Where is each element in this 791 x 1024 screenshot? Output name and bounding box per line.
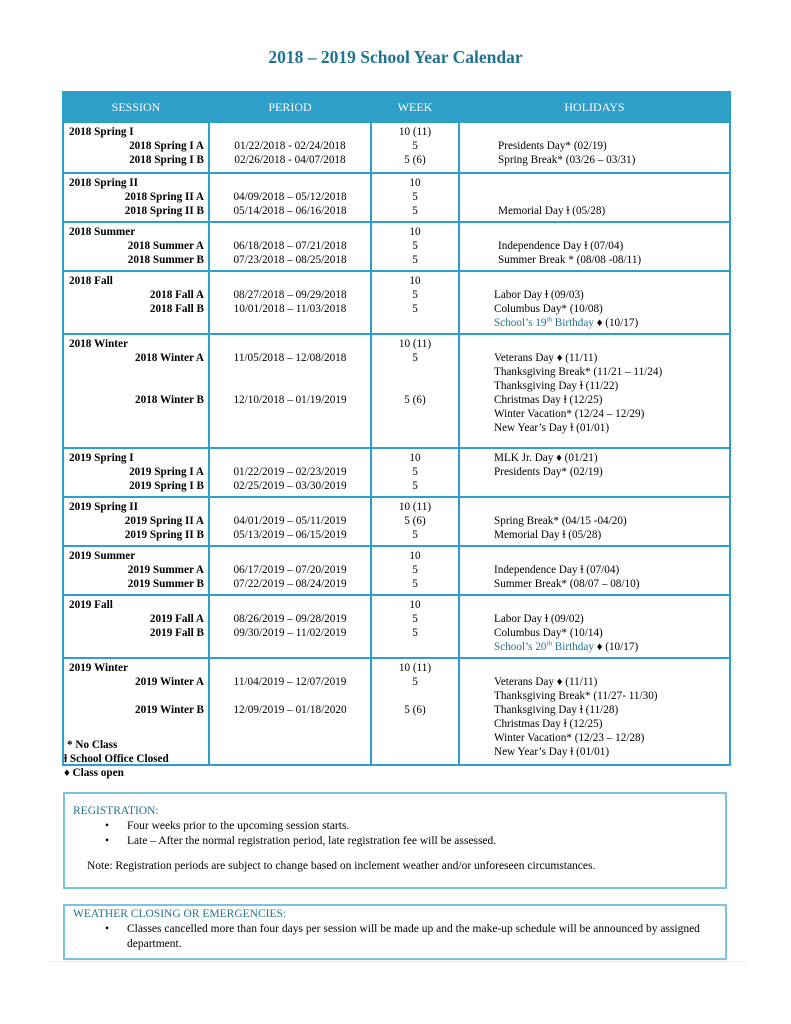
weather-box: [63, 904, 727, 960]
period-value: 04/09/2018 – 05/12/2018: [233, 191, 347, 203]
period-value: 05/13/2019 – 06/15/2019: [233, 529, 347, 541]
table-row: [63, 222, 730, 271]
week-cell: [371, 122, 459, 173]
period-cell: [209, 173, 371, 222]
period-cell: [209, 497, 371, 546]
week-value: 10 (11): [398, 501, 432, 513]
session-cell: [63, 334, 209, 448]
session-part: 2019 Spring II A: [124, 515, 204, 527]
list-item-text: Late – After the normal registration period, late registration fee will be assessed.: [127, 835, 497, 847]
week-value: 5 (6): [404, 394, 426, 406]
period-value: 01/22/2018 - 02/24/2018: [234, 140, 346, 152]
holiday-item: Thanksgiving Break* (11/21 – 11/24): [494, 366, 663, 378]
spacer: [64, 379, 208, 393]
week-value: 10: [409, 452, 421, 464]
session-part: 2019 Spring II B: [124, 529, 204, 541]
week-value: 5: [412, 529, 418, 541]
holiday-item: Columbus Day* (10/14): [494, 627, 603, 639]
holiday-item: Presidents Day* (02/19): [498, 140, 607, 152]
period-cell: [209, 271, 371, 334]
birthday-text: Birthday: [551, 317, 594, 329]
week-value: 10: [409, 550, 421, 562]
spacer: [372, 379, 458, 393]
table-row: [63, 173, 730, 222]
holiday-item: Memorial Day ⱡ (05/28): [494, 529, 602, 541]
week-cell: [371, 448, 459, 497]
holidays-cell: [459, 334, 730, 448]
session-part: 2018 Fall A: [149, 289, 204, 301]
holiday-item: Independence Day ⱡ (07/04): [498, 240, 624, 252]
period-value: 10/01/2018 – 11/03/2018: [233, 303, 347, 315]
session-cell: [63, 546, 209, 595]
week-value: 5: [412, 578, 418, 590]
period-value: [210, 451, 370, 465]
period-value: [210, 500, 370, 514]
holiday-item: Spring Break* (04/15 -04/20): [494, 515, 627, 527]
week-value: 5: [412, 240, 418, 252]
list-item-text: Four weeks prior to the upcoming session starts.: [127, 820, 350, 832]
header-holidays: HOLIDAYS: [459, 92, 730, 122]
session-part: 2018 Spring II A: [124, 191, 204, 203]
period-value: 04/01/2019 – 05/11/2019: [233, 515, 347, 527]
registration-box: [63, 792, 727, 889]
holiday-item: Presidents Day* (02/19): [494, 466, 603, 478]
session-cell: [63, 595, 209, 658]
bullet-icon: •: [105, 820, 110, 832]
spacer: [64, 689, 208, 703]
legend-office-closed: ⱡ School Office Closed: [64, 753, 169, 765]
holiday-item: [460, 190, 729, 204]
session-part: 2019 Summer B: [127, 578, 204, 590]
list-item: [65, 922, 725, 952]
week-value: 10 (11): [398, 126, 432, 138]
week-value: 5: [412, 564, 418, 576]
period-cell: [209, 546, 371, 595]
holidays-cell: [459, 222, 730, 271]
period-value: 05/14/2018 – 06/16/2018: [233, 205, 347, 217]
holiday-item: [460, 661, 729, 675]
period-value: 11/04/2019 – 12/07/2019: [233, 676, 347, 688]
week-value: 5: [412, 352, 418, 364]
spacer: [64, 365, 208, 379]
legend-no-class: * No Class: [67, 739, 118, 751]
birthday-item: [460, 640, 729, 654]
holidays-cell: [459, 658, 730, 765]
holiday-item: Independence Day ⱡ (07/04): [494, 564, 620, 576]
period-value: [210, 176, 370, 190]
period-cell: [209, 448, 371, 497]
calendar-table: [62, 91, 731, 766]
holiday-item: Veterans Day ♦ (11/11): [494, 676, 598, 688]
period-value: 11/05/2018 – 12/08/2018: [233, 352, 347, 364]
holiday-item: New Year’s Day ⱡ (01/01): [494, 422, 610, 434]
table-row: [63, 122, 730, 173]
holiday-item: Thanksgiving Day ⱡ (11/22): [494, 380, 619, 392]
holiday-item: [460, 549, 729, 563]
period-cell: [209, 122, 371, 173]
holidays-cell: [459, 173, 730, 222]
week-value: 10: [409, 599, 421, 611]
period-value: 08/27/2018 – 09/29/2018: [233, 289, 347, 301]
week-value: 5: [412, 627, 418, 639]
period-cell: [209, 222, 371, 271]
header-period: PERIOD: [209, 92, 371, 122]
header-session: SESSION: [63, 92, 209, 122]
list-item: [65, 819, 725, 834]
table-row: [63, 334, 730, 448]
holiday-item: Labor Day ⱡ (09/02): [494, 613, 584, 625]
ordinal-suffix: th: [546, 315, 552, 324]
holiday-item: Labor Day ⱡ (09/03): [494, 289, 584, 301]
week-value: 10: [409, 226, 421, 238]
birthday-text: School’s 19: [494, 317, 547, 329]
period-value: [210, 125, 370, 139]
session-part: 2019 Summer A: [127, 564, 204, 576]
session-part: 2018 Spring I A: [129, 140, 204, 152]
week-value: 5: [412, 613, 418, 625]
holiday-item: Christmas Day ⱡ (12/25): [494, 718, 603, 730]
session-cell: [63, 448, 209, 497]
session-cell: [63, 497, 209, 546]
session-part: 2018 Spring II B: [124, 205, 204, 217]
session-name: 2019 Winter: [69, 662, 128, 674]
weather-list: [65, 922, 725, 952]
period-value: 02/25/2019 – 03/30/2019: [233, 480, 347, 492]
week-value: 5: [412, 289, 418, 301]
registration-note: Note: Registration periods are subject to change based on inclement weather and/or unforeseen circumstances.: [87, 860, 596, 872]
period-value: 07/22/2019 – 08/24/2019: [233, 578, 347, 590]
holiday-item: [460, 479, 729, 493]
holiday-item: Winter Vacation* (12/23 – 12/28): [494, 732, 645, 744]
week-cell: [371, 271, 459, 334]
week-cell: [371, 334, 459, 448]
session-part: 2019 Spring I B: [129, 480, 204, 492]
spacer: [210, 379, 370, 393]
session-name: 2018 Summer: [69, 226, 136, 238]
week-value: 5: [412, 254, 418, 266]
week-cell: [371, 546, 459, 595]
session-part: 2018 Spring I B: [129, 154, 204, 166]
period-cell: [209, 658, 371, 765]
holiday-item: Thanksgiving Break* (11/27- 11/30): [494, 690, 658, 702]
week-value: 10 (11): [398, 662, 432, 674]
week-value: 10 (11): [398, 338, 432, 350]
holidays-cell: [459, 271, 730, 334]
holiday-item: New Year’s Day ⱡ (01/01): [494, 746, 610, 758]
holiday-item: MLK Jr. Day ♦ (01/21): [494, 452, 598, 464]
period-value: [210, 274, 370, 288]
period-value: 12/10/2018 – 01/19/2019: [233, 394, 347, 406]
session-part: 2019 Winter A: [135, 676, 204, 688]
period-cell: [209, 595, 371, 658]
holidays-cell: [459, 546, 730, 595]
table-row: [63, 546, 730, 595]
session-part: 2019 Fall A: [149, 613, 204, 625]
week-cell: [371, 222, 459, 271]
week-cell: [371, 497, 459, 546]
holidays-cell: [459, 497, 730, 546]
birthday-text: School’s 20: [494, 641, 547, 653]
period-value: 12/09/2019 – 01/18/2020: [233, 704, 347, 716]
session-part: 2019 Fall B: [149, 627, 204, 639]
period-value: [210, 549, 370, 563]
session-cell: [63, 122, 209, 173]
holiday-item: [460, 125, 729, 139]
period-value: 07/23/2018 – 08/25/2018: [233, 254, 347, 266]
week-value: 5: [412, 303, 418, 315]
session-part: 2019 Winter B: [135, 704, 204, 716]
spacer: [372, 689, 458, 703]
session-name: 2018 Winter: [69, 338, 128, 350]
week-cell: [371, 658, 459, 765]
week-value: 5 (6): [404, 704, 426, 716]
holiday-item: Spring Break* (03/26 – 03/31): [498, 154, 636, 166]
divider: [47, 961, 747, 962]
period-cell: [209, 334, 371, 448]
week-value: 10: [409, 275, 421, 287]
session-cell: [63, 271, 209, 334]
list-item: [65, 834, 725, 849]
holiday-item: [460, 274, 729, 288]
spacer: [210, 365, 370, 379]
week-value: 5: [412, 191, 418, 203]
week-value: 5 (6): [404, 515, 426, 527]
week-cell: [371, 595, 459, 658]
week-value: 5: [412, 140, 418, 152]
session-part: 2019 Spring I A: [129, 466, 204, 478]
holiday-item: Christmas Day ⱡ (12/25): [494, 394, 603, 406]
birthday-text: Birthday: [551, 641, 594, 653]
session-name: 2019 Fall: [69, 599, 113, 611]
holidays-cell: [459, 122, 730, 173]
bullet-icon: •: [105, 835, 110, 847]
holiday-item: [460, 337, 729, 351]
holiday-item: [460, 598, 729, 612]
holiday-item: [460, 500, 729, 514]
holiday-item: Columbus Day* (10/08): [494, 303, 603, 315]
weather-heading: WEATHER CLOSING OR EMERGENCIES:: [73, 908, 287, 920]
birthday-item: [460, 316, 729, 330]
holiday-item: Summer Break* (08/07 – 08/10): [494, 578, 640, 590]
birthday-date: ♦ (10/17): [593, 641, 639, 653]
list-item-text: Classes cancelled more than four days per session will be made up and the make-up schedule will be announced by assigned department.: [127, 923, 700, 950]
page-title: 2018 – 2019 School Year Calendar: [268, 47, 523, 67]
holidays-cell: [459, 448, 730, 497]
week-value: 5: [412, 480, 418, 492]
period-value: 08/26/2019 – 09/28/2019: [233, 613, 347, 625]
registration-heading: REGISTRATION:: [73, 805, 159, 817]
period-value: [210, 598, 370, 612]
ordinal-suffix: th: [546, 639, 552, 648]
session-part: 2018 Summer B: [127, 254, 204, 266]
period-value: 06/18/2018 – 07/21/2018: [233, 240, 347, 252]
week-value: 10: [409, 177, 421, 189]
week-cell: [371, 173, 459, 222]
session-part: 2018 Summer A: [127, 240, 204, 252]
table-row: [63, 271, 730, 334]
session-part: 2018 Winter A: [135, 352, 204, 364]
bullet-icon: •: [105, 923, 110, 935]
registration-list: [65, 819, 725, 849]
holiday-item: Veterans Day ♦ (11/11): [494, 352, 598, 364]
spacer: [210, 689, 370, 703]
session-cell: [63, 173, 209, 222]
session-name: 2018 Spring I: [69, 126, 134, 138]
week-value: 5: [412, 205, 418, 217]
period-value: [210, 337, 370, 351]
week-value: 5: [412, 676, 418, 688]
session-name: 2019 Summer: [69, 550, 136, 562]
session-part: 2018 Fall B: [149, 303, 204, 315]
holiday-item: [460, 176, 729, 190]
session-name: 2019 Spring I: [69, 452, 134, 464]
table-header-row: [63, 92, 730, 122]
week-value: 5 (6): [404, 154, 426, 166]
session-name: 2019 Spring II: [69, 501, 139, 513]
holiday-item: [460, 225, 729, 239]
birthday-date: ♦ (10/17): [593, 317, 639, 329]
period-value: 01/22/2019 – 02/23/2019: [233, 466, 347, 478]
holidays-cell: [459, 595, 730, 658]
period-value: [210, 661, 370, 675]
holiday-item: Summer Break * (08/08 -08/11): [498, 254, 642, 266]
session-part: 2018 Winter B: [135, 394, 204, 406]
holiday-item: Thanksgiving Day ⱡ (11/28): [494, 704, 619, 716]
legend: [64, 738, 169, 780]
period-value: 06/17/2019 – 07/20/2019: [233, 564, 347, 576]
holiday-item: Memorial Day ⱡ (05/28): [498, 205, 606, 217]
spacer: [372, 365, 458, 379]
session-name: 2018 Spring II: [69, 177, 139, 189]
period-value: [210, 225, 370, 239]
week-value: 5: [412, 466, 418, 478]
table-row: [63, 595, 730, 658]
holiday-item: Winter Vacation* (12/24 – 12/29): [494, 408, 645, 420]
table-row: [63, 448, 730, 497]
table-row: [63, 497, 730, 546]
header-week: WEEK: [371, 92, 459, 122]
legend-class-open: ♦ Class open: [64, 767, 124, 779]
period-value: 09/30/2019 – 11/02/2019: [233, 627, 347, 639]
session-name: 2018 Fall: [69, 275, 113, 287]
session-cell: [63, 222, 209, 271]
period-value: 02/26/2018 - 04/07/2018: [234, 154, 346, 166]
